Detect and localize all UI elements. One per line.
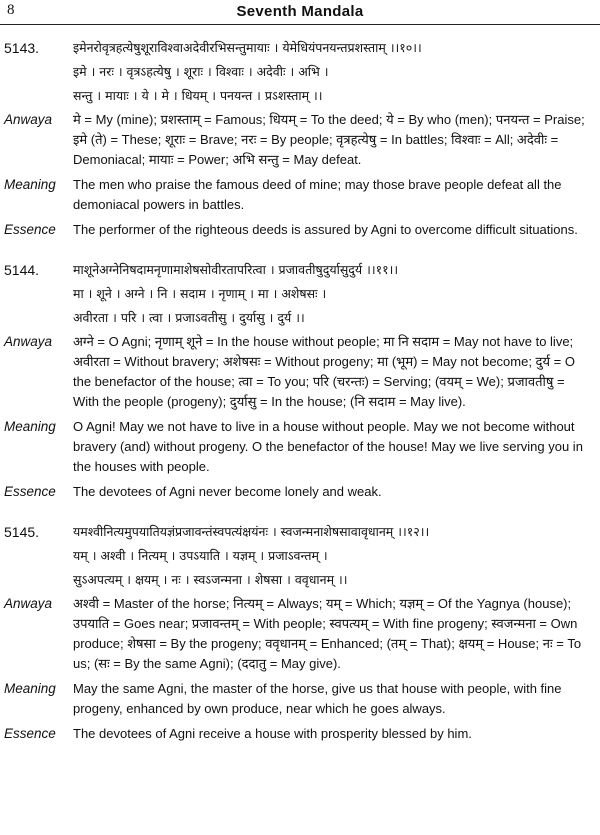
- sanskrit-line: मा । शूने । अग्ने । नि । सदाम । नृणाम् । मा । अशेषसः ।: [73, 286, 327, 301]
- essence-label: Essence: [4, 484, 56, 499]
- sanskrit-line: इमेनरोवृत्रहत्येषुशूराविश्वाअदेवीरभिसन्तुमायाः । येमेधियंपनयन्तप्रशस्ताम् ।।१०।।: [73, 40, 422, 55]
- anwaya-text: मे = My (mine); प्रशस्ताम् = Famous; धियम् = To the deed; ये = By who (men); पनयन्त = Praise; इमे (ते) = These; शूराः = Brave; नरः = By people; वृत्रहत्येषु = In battles; विश्वाः = All; अदेवीः = Demoniacal; मायाः = Power; अभि सन्तु = May defeat.: [73, 112, 585, 167]
- verse-block: [4, 258, 594, 502]
- verse-block: [4, 36, 594, 240]
- verse-number: 5144.: [4, 262, 40, 278]
- meaning-label: Meaning: [4, 681, 56, 696]
- sanskrit-line: यम् । अश्वी । नित्यम् । उपऽयाति । यज्ञम् । प्रजाऽवन्तम् ।: [73, 548, 328, 563]
- sanskrit-line: सन्तु । मायाः । ये । मे । धियम् । पनयन्त । प्रऽशस्ताम् ।।: [73, 88, 323, 103]
- sanskrit-line: इमे । नरः । वृत्रऽहत्येषु । शूराः । विश्वाः । अदेवीः । अभि ।: [73, 64, 329, 79]
- header-rule: [0, 24, 600, 25]
- essence-text: The devotees of Agni never become lonely and weak.: [73, 484, 382, 499]
- verse-number: 5145.: [4, 524, 40, 540]
- sanskrit-line: अवीरता । परि । त्वा । प्रजाऽवतीसु । दुर्यासु । दुर्य ।।: [73, 310, 305, 325]
- meaning-text: May the same Agni, the master of the horse, give us that house with people, with fine progeny, enhanced by own produce, near which he goes always.: [73, 681, 562, 716]
- meaning-text: The men who praise the famous deed of mine; may those brave people defeat all the demoniacal powers in battles.: [73, 177, 562, 212]
- page-header: Seventh Mandala: [236, 3, 364, 20]
- anwaya-text: अश्वी = Master of the horse; नित्यम् = Always; यम् = Which; यज्ञम् = Of the Yagnya (house); उपयाति = Goes near; प्रजावन्तम् = With people; स्वपत्यम् = With fine progeny; स्वजन्मना = Own produce; शेषसा = By the progeny; ववृधानम् = Enhanced; (तम् = That); क्षयम् = House; नः = To us; (सः = By the same Agni); (ददातु = May give).: [73, 596, 582, 671]
- essence-label: Essence: [4, 726, 56, 741]
- anwaya-label: Anwaya: [4, 596, 53, 611]
- sanskrit-line: माशूनेअग्नेनिषदामनृणामाशेषसोवीरतापरित्वा । प्रजावतीषुदुर्यासुदुर्य ।।११।।: [73, 262, 399, 277]
- meaning-label: Meaning: [4, 177, 56, 192]
- verse-number: 5143.: [4, 40, 40, 56]
- verse-block: [4, 520, 594, 744]
- sanskrit-line: यमश्वीनित्यमुपयातियज्ञंप्रजावन्तंस्वपत्यंक्षयंनः । स्वजन्मनाशेषसावावृधानम् ।।१२।।: [73, 524, 430, 539]
- anwaya-text: अग्ने = O Agni; नृणाम् शूने = In the house without people; मा नि सदाम = May not have to live; अवीरता = Without bravery; अशेषसः = Without progeny; मा (भूम) = May not become; दुर्य = O the benefactor of the house; त्वा = To you; परि (चरन्तः) = Serving; (वयम् = We); प्रजावतीषु = With the people (progeny); दुर्यासु = In the house; (नि सदाम = May live).: [73, 334, 575, 409]
- meaning-label: Meaning: [4, 419, 56, 434]
- meaning-text: O Agni! May we not have to live in a house without people. May we not become without bravery (and) without progeny. O the benefactor of the house! May we live serving you in the houses with people.: [73, 419, 583, 474]
- anwaya-label: Anwaya: [4, 112, 53, 127]
- page-number: 8: [7, 2, 15, 18]
- sanskrit-line: सुऽअपत्यम् । क्षयम् । नः । स्वऽजन्मना । शेषसा । ववृधानम् ।।: [73, 572, 348, 587]
- essence-label: Essence: [4, 222, 56, 237]
- anwaya-label: Anwaya: [4, 334, 53, 349]
- page-content: [4, 36, 594, 762]
- essence-text: The devotees of Agni receive a house with prosperity blessed by him.: [73, 726, 472, 741]
- essence-text: The performer of the righteous deeds is assured by Agni to overcome difficult situations.: [73, 222, 578, 237]
